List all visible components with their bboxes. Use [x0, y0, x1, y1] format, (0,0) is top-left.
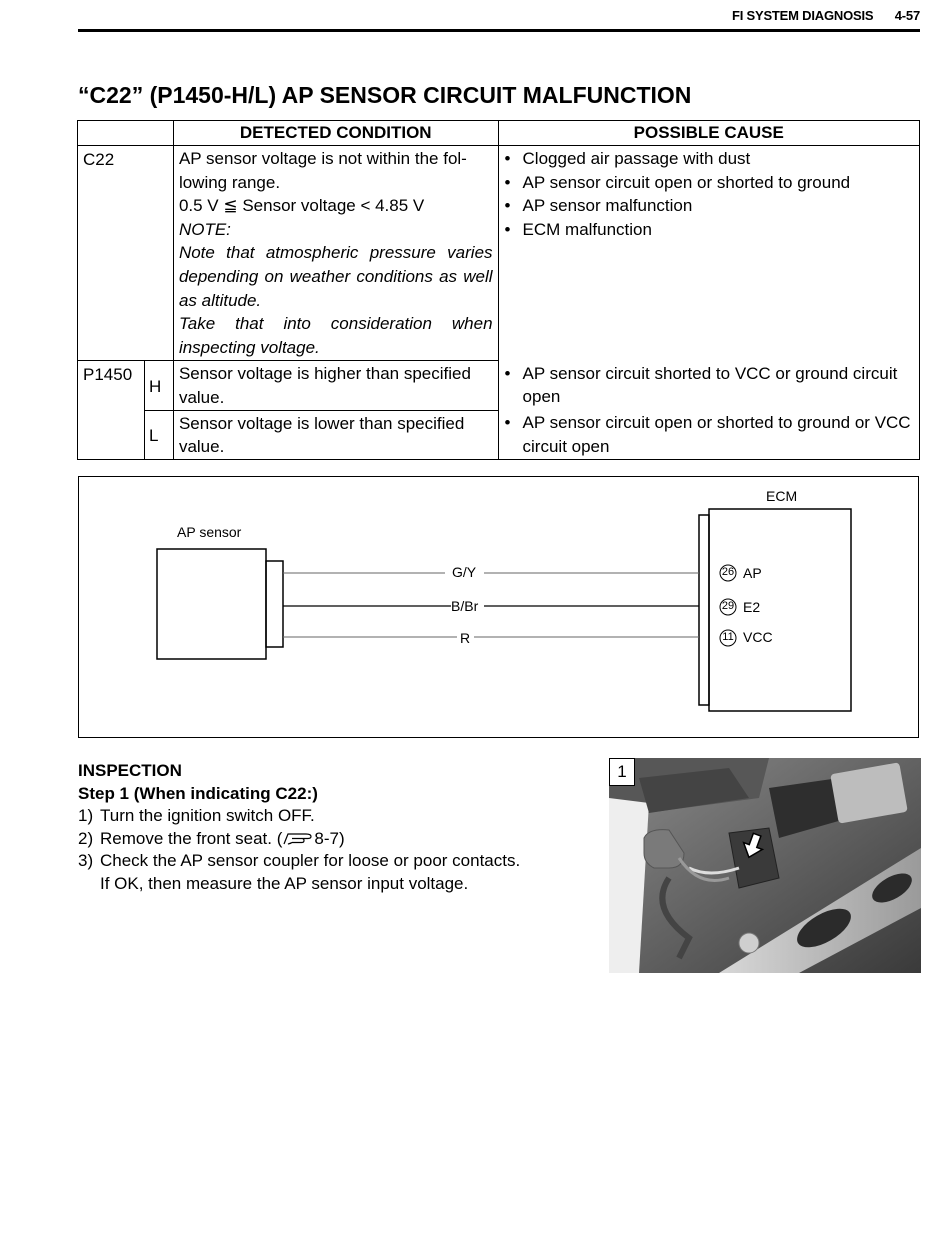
causes-c22	[498, 146, 919, 361]
list-item: • ECM malfunction	[523, 218, 913, 242]
header-rule	[78, 29, 920, 32]
wire-label-r: R	[460, 630, 471, 646]
section-title: FI SYSTEM DIAGNOSIS	[731, 8, 874, 23]
cause-l: • AP sensor circuit open or shorted to ground or VCC circuit open	[523, 411, 913, 458]
list-item	[78, 805, 598, 828]
step-text: Check the AP sensor coupler for loose or poor contacts.	[100, 851, 521, 870]
condition-c22-line1: AP sensor voltage is not within the fol-	[178, 149, 467, 168]
voltage-range: 0.5 V ≦ Sensor voltage < 4.85 V	[178, 196, 425, 216]
note-text-1: Note that atmospheric pressure varies depending on weather conditions as well as altitude.	[178, 243, 493, 310]
cause-list-c22	[499, 146, 919, 241]
ecm-label: ECM	[766, 488, 798, 504]
step-title: Step 1 (When indicating C22:)	[78, 783, 318, 803]
step-number: 1)	[78, 806, 94, 825]
step-3-continuation: If OK, then measure the AP sensor input voltage.	[100, 873, 469, 893]
photo-illustration	[609, 758, 921, 973]
terminal-26: 26	[721, 566, 735, 578]
table-row-p1450-l	[78, 410, 920, 459]
page-reference: 8-7)	[314, 828, 345, 848]
page-number: 4-57	[894, 8, 920, 23]
photo-number: 1	[609, 758, 635, 786]
cause-l-cell	[498, 410, 919, 459]
table-row-p1450-h	[78, 361, 920, 410]
note-text-2: Take that into consideration when inspecting voltage.	[178, 314, 493, 357]
dtc-table-wrapper	[77, 120, 920, 460]
step-text: Remove the front seat. (	[100, 828, 283, 848]
code-c22: C22	[78, 146, 174, 361]
wiring-diagram	[78, 476, 919, 738]
terminal-29: 29	[721, 600, 735, 612]
cause-h-cell	[498, 361, 919, 410]
condition-c22	[173, 146, 498, 361]
wiring-diagram-svg	[79, 477, 920, 739]
col-header-cause: POSSIBLE CAUSE	[498, 121, 919, 146]
dtc-table	[77, 120, 920, 460]
list-item: • Clogged air passage with dust	[523, 147, 913, 171]
ap-sensor-body	[157, 549, 266, 659]
ecm-connector	[699, 515, 709, 705]
ap-sensor-label: AP sensor	[177, 524, 242, 540]
step-list	[78, 805, 598, 895]
condition-c22-line2: lowing range.	[178, 172, 281, 192]
blank-header-cell	[78, 121, 174, 146]
table-row-c22	[78, 146, 920, 361]
label-l: L	[144, 410, 173, 459]
code-p1450: P1450	[78, 361, 145, 459]
signal-vcc: VCC	[743, 629, 773, 645]
ap-sensor-connector	[266, 561, 283, 647]
step-number: 3)	[78, 851, 94, 870]
signal-e2: E2	[743, 599, 761, 615]
step-text: Turn the ignition switch OFF.	[100, 806, 315, 825]
page-title: “C22” (P1450-H/L) AP SENSOR CIRCUIT MALFUNCTION	[78, 82, 692, 108]
list-item	[78, 828, 598, 851]
note-label: NOTE:	[178, 219, 231, 239]
inspection-heading: INSPECTION	[78, 761, 182, 780]
step-number: 2)	[78, 828, 94, 848]
coupler-photo	[609, 758, 921, 973]
condition-l: Sensor voltage is lower than specified value.	[173, 410, 498, 459]
condition-h: Sensor voltage is higher than specified value.	[173, 361, 498, 410]
list-item: • AP sensor circuit open or shorted to ground	[523, 171, 913, 195]
terminal-11: 11	[722, 631, 734, 643]
list-item: • AP sensor malfunction	[523, 194, 913, 218]
running-header	[714, 8, 920, 23]
signal-ap: AP	[743, 565, 762, 581]
table-header-row	[78, 121, 920, 146]
col-header-condition: DETECTED CONDITION	[173, 121, 498, 146]
pointing-hand-icon	[282, 830, 314, 846]
inspection-section	[78, 760, 598, 895]
label-h: H	[144, 361, 173, 410]
wire-label-bbr: B/Br	[451, 598, 479, 614]
wire-label-gy: G/Y	[452, 564, 477, 580]
list-item	[78, 850, 598, 895]
cause-h: • AP sensor circuit shorted to VCC or ground circuit open	[523, 362, 913, 409]
